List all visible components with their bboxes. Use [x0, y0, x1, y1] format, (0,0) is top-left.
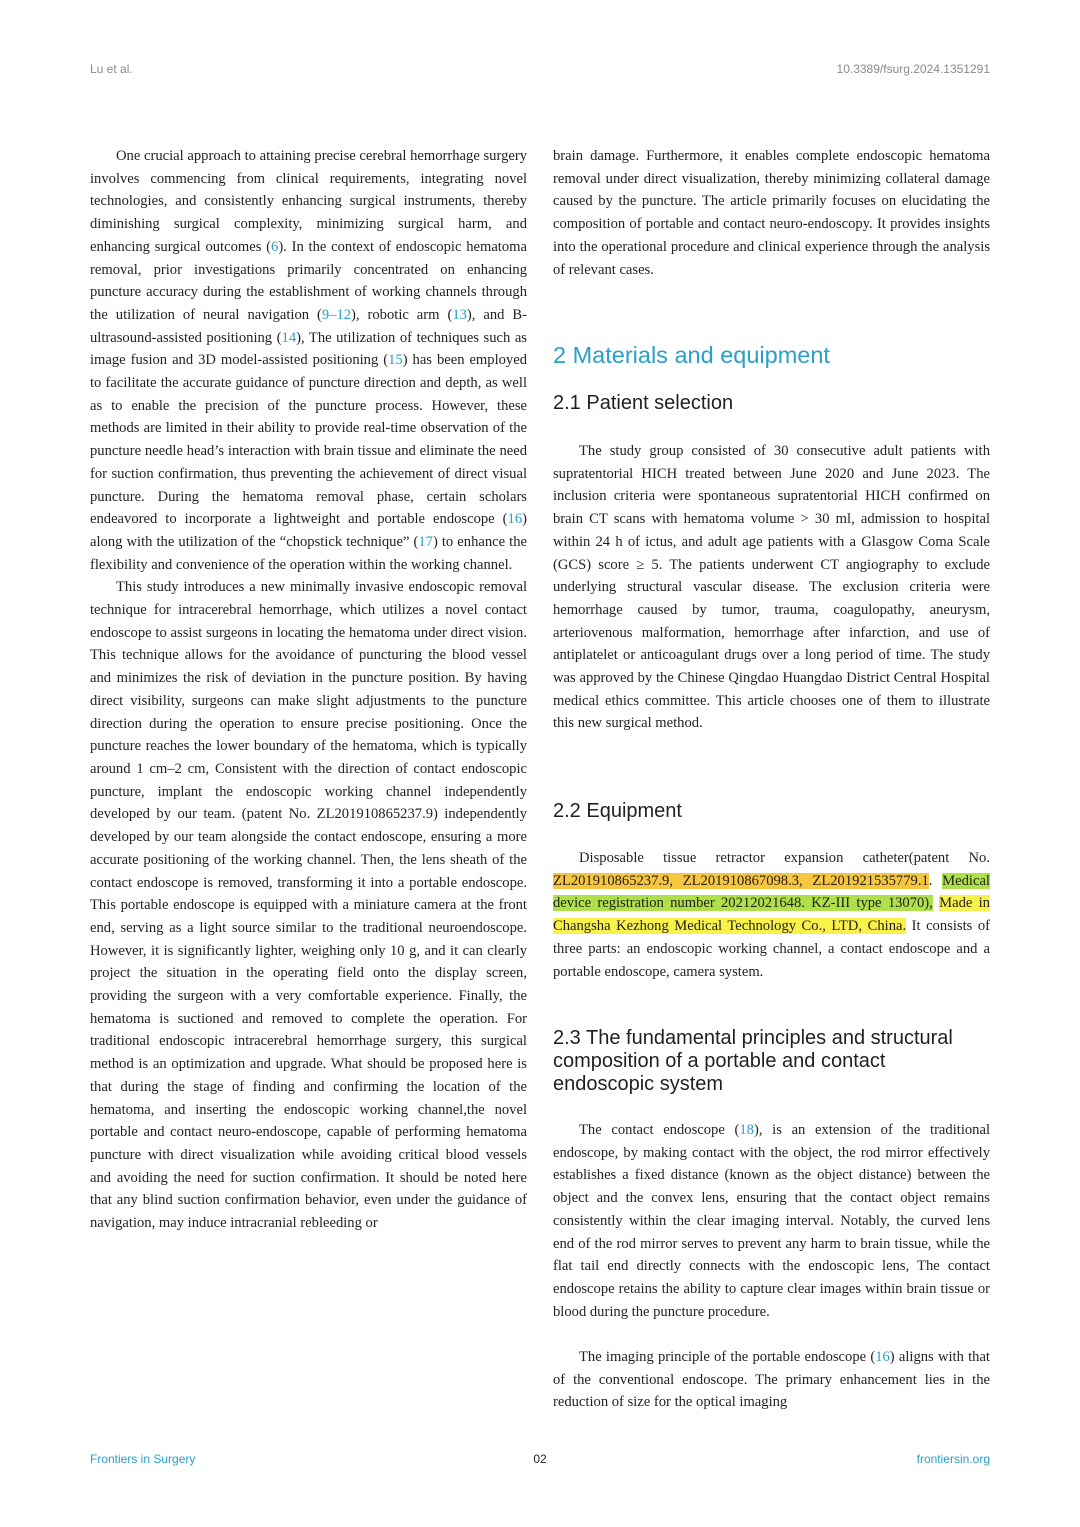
text-run: ) to enhance the flexibility and convenience of the operation within the working channel. [90, 533, 527, 573]
text-run: . [928, 872, 933, 889]
text-run: Disposable tissue retractor expansion catheter(patent No. [579, 850, 990, 866]
left-column [90, 145, 527, 1235]
citation-link[interactable]: 6 [271, 238, 279, 255]
citation-link[interactable]: 16 [875, 1349, 890, 1365]
footer-journal-name[interactable]: Frontiers in Surgery [90, 1452, 196, 1466]
citation-link[interactable]: 14 [281, 329, 297, 346]
footer-page-number: 02 [533, 1452, 547, 1466]
running-header-doi[interactable]: 10.3389/fsurg.2024.1351291 [836, 62, 990, 76]
text-run: The imaging principle of the portable endoscope ( [579, 1349, 876, 1365]
citation-link[interactable]: 16 [507, 511, 523, 528]
right-column [553, 145, 990, 1435]
text-run: It consists of three parts: an endoscopic working channel, a contact endoscope and a portable endoscope, camera system. [553, 918, 990, 980]
text-run: ) along with the utilization of the “chopstick technique” ( [90, 511, 527, 550]
intro-paragraph-1 [90, 145, 527, 576]
text-run: The contact endoscope ( [579, 1122, 740, 1138]
citation-link[interactable]: 9–12 [321, 306, 352, 323]
text-run: ), and B-ultrasound-assisted positioning ( [90, 306, 527, 346]
text-run: ), robotic arm ( [351, 306, 453, 323]
contact-endoscope-paragraph [553, 1119, 990, 1323]
patient-selection-paragraph: The study group consisted of 30 consecutive adult patients with supratentorial HICH treated between June 2020 and June 2023. The inclusion criteria were spontaneous supratentorial HICH confirmed on brain CT scans with hematoma volume > 30 ml, admission to hospital within 24 h of ictus, and adult age patients with a Glasgow Coma Scale (GCS) score ≥ 5. The patients underwent CT angiography to exclude underlying structural vascular disease. The exclusion criteria were hemorrhage caused by tumor, trauma, coagulopathy, aneurysm, arteriovenous malformation, hemorrhage after infarction, and use of antiplatelet or anticoagulant drugs over a long period of time. The study was approved by the Chinese Qingdao Huangdao District Central Hospital medical ethics committee. This article chooses one of them to illustrate this new surgical method. [553, 443, 990, 732]
section-heading-materials: 2 Materials and equipment [553, 342, 830, 368]
highlighted-manufacturer: Made in Changsha Kezhong Medical Technology Co., LTD, China. [553, 895, 990, 935]
text-run: One crucial approach to attaining precise cerebral hemorrhage surgery involves commencing from clinical requirements, integrating novel technologies, and consistently enhancing surgical instruments, thereby diminishing surgical complexity, minimizing surgical harm, and enhancing surgical outcomes ( [90, 148, 527, 255]
highlighted-registration-number: Medical device registration number 20212021648. KZ-III type 13070), [553, 872, 990, 912]
text-run: ). In the context of endoscopic hematoma removal, prior investigations primarily concentrated on enhancing puncture accuracy during the establishment of working channels through the utilization of neural navigation ( [90, 238, 527, 323]
intro-paragraph-continued: brain damage. Furthermore, it enables complete endoscopic hematoma removal under direct visualization, thereby minimizing collateral damage caused by the puncture. The article primarily focuses on elucidating the composition of portable and contact neuro-endoscopy. It provides insights into the operational procedure and clinical experience through the analysis of relevant cases. [553, 148, 990, 278]
running-header-authors: Lu et al. [90, 62, 133, 76]
highlighted-patent-numbers: ZL201910865237.9, ZL201910867098.3, ZL201921535779.1 [553, 872, 929, 889]
text-run: ), is an extension of the traditional endoscope, by making contact with the object, the rod mirror effectively establishes a fixed distance (known as the object distance) between the object and the convex lens, ensuring that the contact object remains consistently within the clear imaging interval. Notably, the curved lens end of the rod mirror serves to prevent any harm to brain tissue, while the flat tail end directly connects with the endoscopic lens, The contact endoscope retains the ability to capture clear images within brain tissue or blood during the puncture procedure. [553, 1122, 990, 1320]
citation-link[interactable]: 17 [418, 533, 433, 550]
citation-link[interactable]: 18 [739, 1122, 754, 1138]
footer-site-link[interactable]: frontiersin.org [916, 1452, 990, 1466]
citation-link[interactable]: 15 [388, 352, 403, 369]
text-run: ) aligns with that of the conventional endoscope. The primary enhancement lies in the reduction of size for the optical imaging [553, 1349, 990, 1411]
text-run: ) has been employed to facilitate the accurate guidance of puncture direction and depth, as well as to enable the precision of the puncture process. However, these methods are limited in their ability to provide real-time observation of the puncture needle head’s interaction with brain tissue and eliminate the need for suction confirmation, thus preventing the achievement of direct visual puncture. During the hematoma removal phase, certain scholars endeavored to incorporate a lightweight and portable endoscope ( [90, 352, 528, 528]
subsection-heading-patient-selection: 2.1 Patient selection [553, 392, 734, 414]
subsection-heading-principles: 2.3 The fundamental principles and structural composition of a portable and contact endoscopic system [553, 1027, 953, 1095]
subsection-heading-equipment: 2.2 Equipment [553, 800, 682, 822]
portable-endoscope-paragraph [553, 1346, 990, 1414]
citation-link[interactable]: 13 [452, 306, 467, 323]
text-run: ), The utilization of techniques such as image fusion and 3D model-assisted positioning ( [90, 329, 527, 369]
equipment-paragraph [553, 847, 990, 983]
intro-paragraph-2: This study introduces a new minimally invasive endoscopic removal technique for intracerebral hemorrhage, which utilizes a novel contact endoscope to assist surgeons in locating the hematoma under direct vision. This technique allows for the avoidance of puncturing the blood vessel and minimizes the risk of deviation in the puncture position. By having direct visibility, surgeons can make slight adjustments to the puncture direction during the operation to ensure precise positioning. Once the puncture reaches the lower boundary of the hematoma, which is typically around 1 cm–2 cm, Consistent with the direction of contact endoscopic puncture, implant the endoscopic working channel independently developed by our team. (patent No. ZL201910865237.9) independently developed by our team alongside the contact endoscope, ensuring a more accurate positioning of the working channel. Then, the lens sheath of the contact endoscope is removed, transforming it into a portable endoscope. This portable endoscope is equipped with a miniature camera at the front end, serving as a light source similar to the traditional neuroendoscope. However, it is significantly lighter, weighing only 10 g, and it can clearly project the situation in the operating field onto the display screen, providing the surgeon with a very comfortable experience. Finally, the hematoma is suctioned and removed to complete the operation. For traditional endoscopic intracerebral hemorrhage surgery, this surgical method is an optimization and upgrade. What should be proposed here is that during the stage of finding and confirming the location of the hematoma, and inserting the endoscopic working channel,the novel portable and contact neuro-endoscope, capable of performing hematoma puncture with direct visualization while avoiding critical blood vessels and avoiding the need for suction confirmation. It should be noted here that any blind suction confirmation behavior, even under the guidance of navigation, may induce intracranial rebleeding or [90, 579, 527, 1232]
